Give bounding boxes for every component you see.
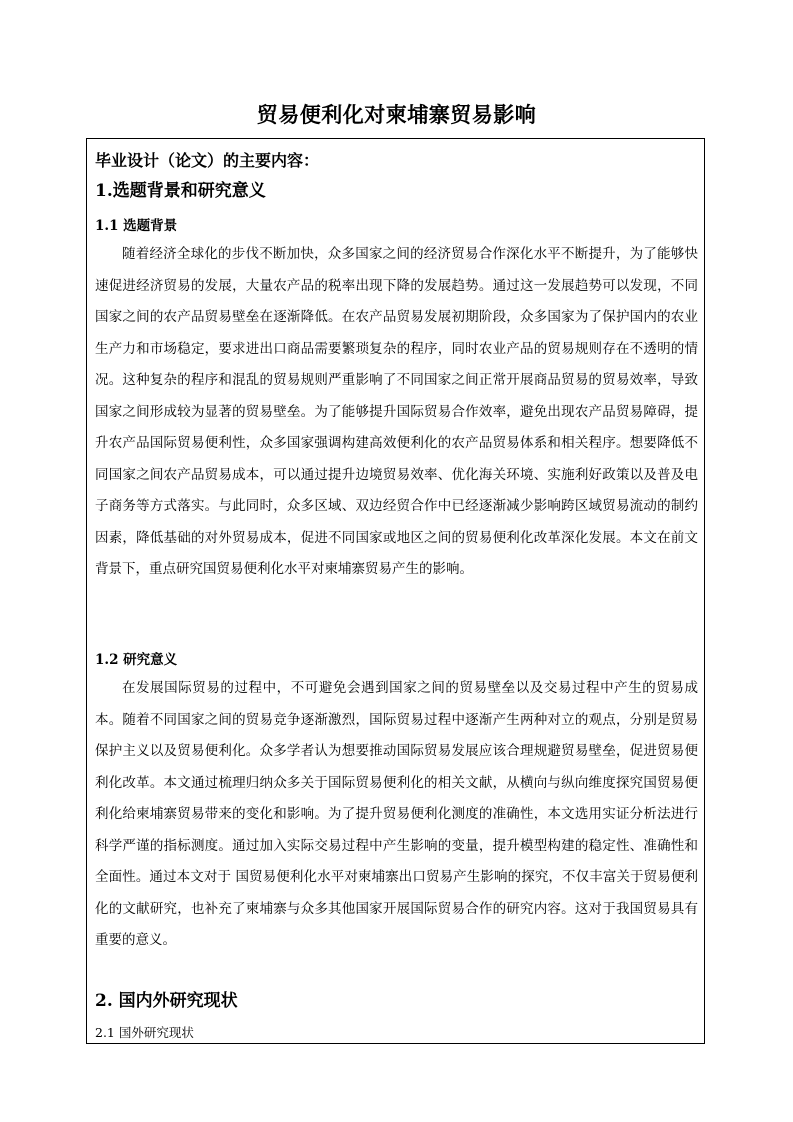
subsection-1-1-paragraph: 随着经济全球化的步伐不断加快，众多国家之间的经济贸易合作深化水平不断提升，为了能够快速促进经济贸易的发展，大量农产品的税率出现下降的发展趋势。通过这一发展趋势可以发现，不同国家之间的农产品贸易壁垒在逐渐降低。在农产品贸易发展初期阶段，众多国家为了保护国内的农业生产力和市场稳定，要求进出口商品需要繁琐复杂的程序，同时农业产品的贸易规则存在不透明的情况。这种复杂的程序和混乱的贸易规则严重影响了不同国家之间正常开展商品贸易的贸易效率，导致国家之间形成较为显著的贸易壁垒。为了能够提升国际贸易合作效率，避免出现农产品贸易障碍，提升农产品国际贸易便利性，众多国家强调构建高效便利化的农产品贸易体系和相关程序。想要降低不同国家之间农产品贸易成本，可以通过提升边境贸易效率、优化海关环境、实施利好政策以及普及电子商务等方式落实。与此同时，众多区域、双边经贸合作中已经逐渐减少影响跨区域贸易流动的制约因素，降低基础的对外贸易成本，促进不同国家或地区之间的贸易便利化改革深化发展。本文在前文背景下，重点研究国贸易便利化水平对柬埔寨贸易产生的影响。 xyxy=(95,246,698,577)
subsection-2-1-heading: 2.1 国外研究现状 xyxy=(95,1025,194,1040)
subsection-1-1-heading: 1.1 选题背景 xyxy=(95,218,178,234)
section-1-heading: 1.选题背景和研究意义 xyxy=(95,181,266,201)
subsection-1-2-paragraph: 在发展国际贸易的过程中，不可避免会遇到国家之间的贸易壁垒以及交易过程中产生的贸易成本。随着不同国家之间的贸易竞争逐渐激烈，国际贸易过程中逐渐产生两种对立的观点，分别是贸易保护主义以及贸易便利化。众多学者认为想要推动国际贸易发展应该合理规避贸易壁垒，促进贸易便利化改革。本文通过梳理归纳众多关于国际贸易便利化的相关文献，从横向与纵向维度探究国贸易便利化给柬埔寨贸易带来的变化和影响。为了提升贸易便利化测度的准确性，本文选用实证分析法进行科学严谨的指标测度。通过加入实际交易过程中产生影响的变量，提升模型构建的稳定性、准确性和全面性。通过本文对于 国贸易便利化水平对柬埔寨出口贸易产生影响的探究，不仅丰富关于贸易便利化的文献研究，也补充了柬埔寨与众多其他国家开展国际贸易合作的研究内容。这对于我国贸易具有重要的意义。 xyxy=(95,680,698,948)
document-title: 贸易便利化对柬埔寨贸易影响 xyxy=(256,102,537,127)
section-2-heading: 2. 国内外研究现状 xyxy=(95,991,238,1011)
subsection-1-2-heading: 1.2 研究意义 xyxy=(95,652,178,668)
content-frame xyxy=(86,138,705,1044)
main-content-heading: 毕业设计（论文）的主要内容： xyxy=(95,151,320,170)
